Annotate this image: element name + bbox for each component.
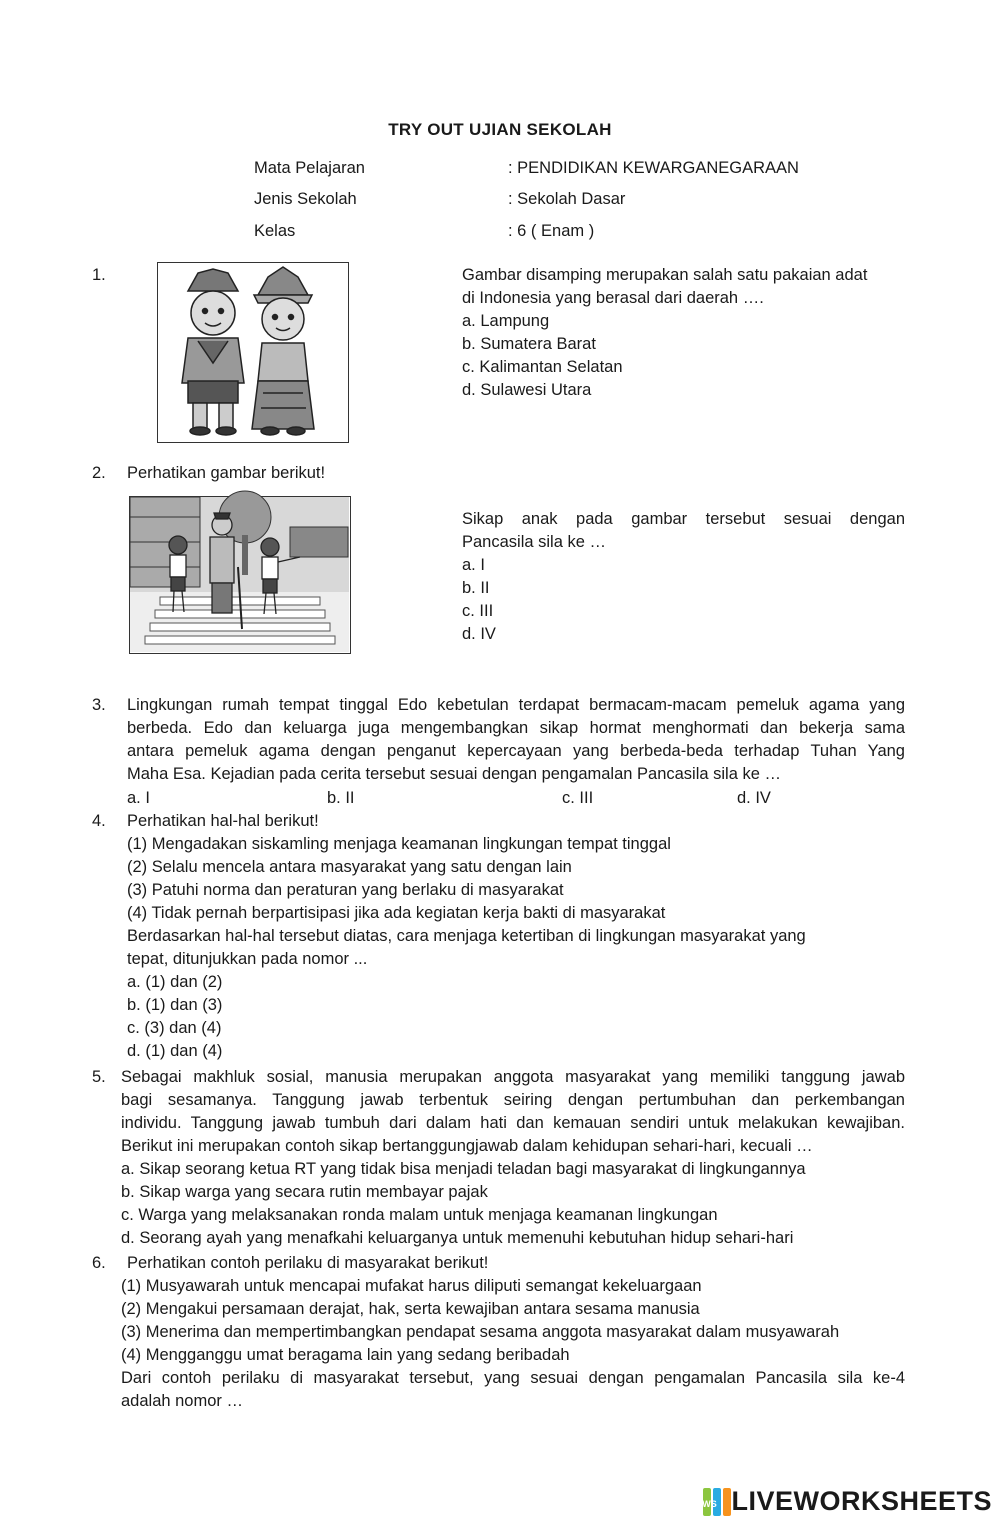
question-1-option-d[interactable]: d. Sulawesi Utara [462,381,592,399]
question-1-option-b[interactable]: b. Sumatera Barat [462,335,596,353]
traditional-costume-image [157,262,349,443]
question-5-option-b[interactable]: b. Sikap warga yang secara rutin membayar pajak [121,1183,488,1201]
liveworksheets-logo-icon [697,1488,731,1516]
question-3-text-line: Lingkungan rumah tempat tinggal Edo kebetulan terdapat bermacam-macam pemeluk agama yang [127,696,905,714]
question-2-option-c[interactable]: c. III [462,602,494,620]
question-1-text-line: Gambar disamping merupakan salah satu pakaian adat [462,266,868,284]
question-2-number: 2. [92,464,106,482]
crossing-street-image [129,496,351,654]
question-4-text-line: Berdasarkan hal-hal tersebut diatas, cara menjaga ketertiban di lingkungan masyarakat yang [127,927,806,945]
meta-value-subject: : PENDIDIKAN KEWARGANEGARAAN [508,159,799,177]
meta-value-school: : Sekolah Dasar [508,190,626,208]
question-3-option-a[interactable]: a. I [127,789,150,807]
question-1-option-c[interactable]: c. Kalimantan Selatan [462,358,623,376]
question-6-item: (1) Musyawarah untuk mencapai mufakat harus diliputi semangat kekeluargaan [121,1277,702,1295]
logo-icon-letter-l: LWS [697,1498,718,1509]
question-6-item: (2) Mengakui persamaan derajat, hak, serta kewajiban antara sesama manusia [121,1300,700,1318]
question-4-option-a[interactable]: a. (1) dan (2) [127,973,223,991]
question-4-item: (4) Tidak pernah berpartisipasi jika ada kegiatan kerja bakti di masyarakat [127,904,666,922]
question-2-text-line: Pancasila sila ke … [462,533,606,551]
question-5-text-line: bagi sesamanya. Tanggung jawab terbentuk seiring dengan pertumbuhan dan perkembangan [121,1091,905,1109]
question-3-text-line: berbeda. Edo dan keluarga juga mengembangkan sikap hormat menghormati dan bekerja sama [127,719,905,737]
question-5-text-line: Sebagai makhluk sosial, manusia merupakan anggota masyarakat yang memiliki tanggung jawab [121,1068,905,1086]
question-4-option-c[interactable]: c. (3) dan (4) [127,1019,222,1037]
question-4-option-b[interactable]: b. (1) dan (3) [127,996,223,1014]
meta-value-class: : 6 ( Enam ) [508,222,595,240]
question-4-item: (3) Patuhi norma dan peraturan yang berlaku di masyarakat [127,881,564,899]
question-6-item: (4) Mengganggu umat beragama lain yang sedang beribadah [121,1346,570,1364]
question-2-option-b[interactable]: b. II [462,579,490,597]
question-5-option-c[interactable]: c. Warga yang melaksanakan ronda malam untuk menjaga keamanan lingkungan [121,1206,718,1224]
question-4-intro: Perhatikan hal-hal berikut! [127,812,319,830]
question-2-option-d[interactable]: d. IV [462,625,496,643]
meta-label-class: Kelas [254,222,296,240]
question-2-text-line: Sikap anak pada gambar tersebut sesuai dengan [462,510,905,528]
question-5-number: 5. [92,1068,106,1086]
meta-label-subject: Mata Pelajaran [254,159,365,177]
page-title: TRY OUT UJIAN SEKOLAH [388,120,612,139]
question-3-option-c[interactable]: c. III [562,789,594,807]
liveworksheets-logo-text: LIVEWORKSHEETS [731,1486,992,1516]
question-5-option-d[interactable]: d. Seorang ayah yang menafkahi keluarganya untuk memenuhi kebutuhan hidup sehari-hari [121,1229,794,1247]
question-6-number: 6. [92,1254,106,1272]
question-3-number: 3. [92,696,106,714]
liveworksheets-logo[interactable] [697,1486,992,1517]
question-5-text-line: individu. Tanggung jawab tumbuh dari dalam hati dan kemauan sendiri untuk melakukan kewajiban. [121,1114,905,1132]
question-4-item: (1) Mengadakan siskamling menjaga keamanan lingkungan tempat tinggal [127,835,671,853]
question-4-item: (2) Selalu mencela antara masyarakat yang satu dengan lain [127,858,572,876]
question-3-option-d[interactable]: d. IV [737,789,771,807]
question-6-text-line: adalah nomor … [121,1392,243,1410]
question-1-option-a[interactable]: a. Lampung [462,312,550,330]
question-5-option-a[interactable]: a. Sikap seorang ketua RT yang tidak bisa menjadi teladan bagi masyarakat di lingkungannya [121,1160,806,1178]
question-4-number: 4. [92,812,106,830]
question-1-number: 1. [92,266,106,284]
question-2-intro: Perhatikan gambar berikut! [127,464,326,482]
question-3-text-line: antara pemeluk agama dengan penganut kepercayaan yang berbeda-beda terhadap Tuhan Yang [127,742,905,760]
question-4-text-line: tepat, ditunjukkan pada nomor ... [127,950,368,968]
question-4-option-d[interactable]: d. (1) dan (4) [127,1042,223,1060]
question-3-text-line: Maha Esa. Kejadian pada cerita tersebut sesuai dengan pengamalan Pancasila sila ke … [127,765,781,783]
question-6-item: (3) Menerima dan mempertimbangkan pendapat sesama anggota masyarakat dalam musyawarah [121,1323,840,1341]
meta-label-school: Jenis Sekolah [254,190,357,208]
question-2-option-a[interactable]: a. I [462,556,485,574]
question-5-text-line: Berikut ini merupakan contoh sikap bertanggungjawab dalam kehidupan sehari-hari, kecuali … [121,1137,813,1155]
traditional-costume-illustration [158,263,347,441]
question-1-text-line: di Indonesia yang berasal dari daerah …. [462,289,764,307]
question-3-option-b[interactable]: b. II [327,789,355,807]
crossing-street-illustration [130,497,349,652]
question-6-intro: Perhatikan contoh perilaku di masyarakat berikut! [127,1254,489,1272]
question-6-text-line: Dari contoh perilaku di masyarakat tersebut, yang sesuai dengan pengamalan Pancasila sila ke-4 [121,1369,905,1387]
